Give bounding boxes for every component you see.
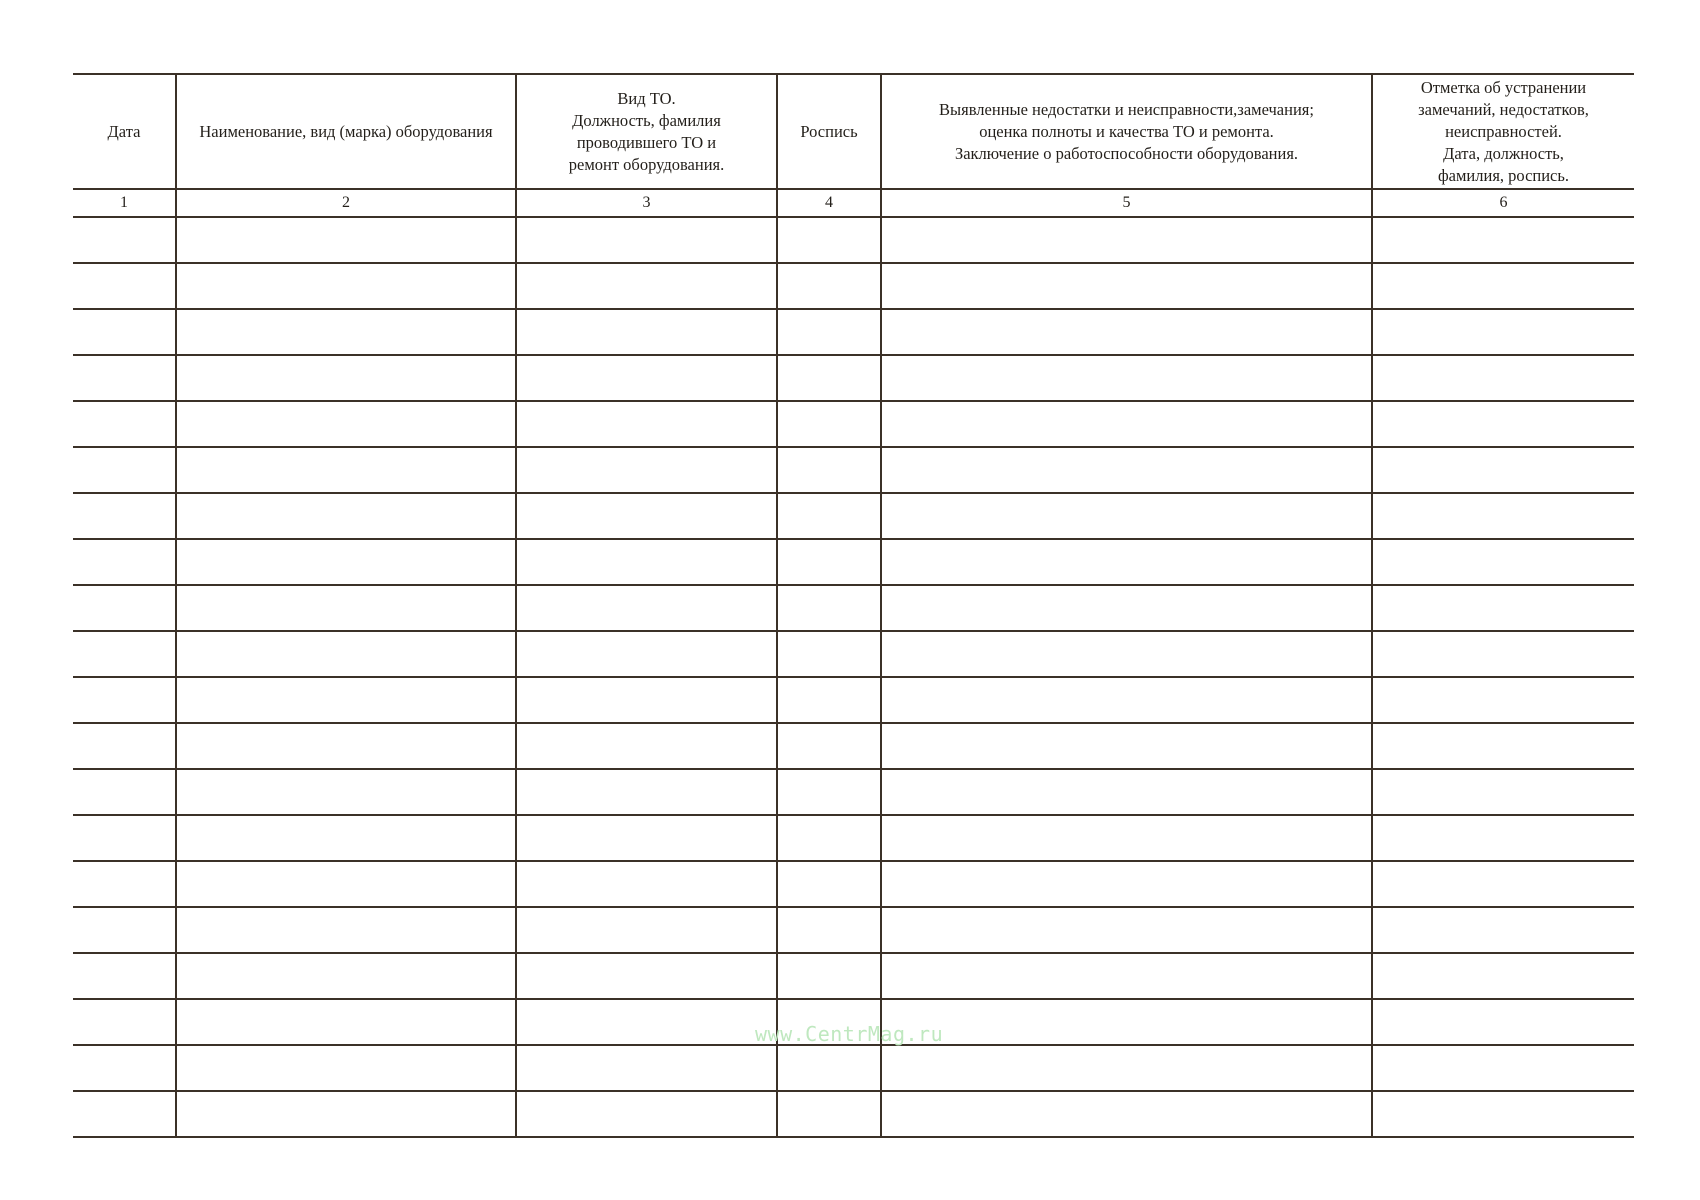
table-cell [176, 677, 516, 723]
table-cell [777, 677, 881, 723]
table-cell [176, 953, 516, 999]
table-cell [73, 631, 176, 677]
table-cell [516, 493, 777, 539]
table-cell [73, 447, 176, 493]
table-cell [176, 585, 516, 631]
table-cell [176, 769, 516, 815]
table-cell [73, 401, 176, 447]
table-cell [777, 309, 881, 355]
table-row [73, 447, 1634, 493]
table-row [73, 401, 1634, 447]
table-cell [516, 631, 777, 677]
table-row [73, 907, 1634, 953]
watermark: www.CentrMag.ru [755, 1022, 944, 1046]
table-cell [516, 309, 777, 355]
table-cell [1372, 723, 1634, 769]
table-cell [176, 539, 516, 585]
table-cell [516, 677, 777, 723]
table-cell [516, 723, 777, 769]
table-cell [777, 217, 881, 263]
table-cell [516, 769, 777, 815]
table-cell [176, 447, 516, 493]
table-cell [176, 1091, 516, 1137]
table-cell [1372, 355, 1634, 401]
table-cell [1372, 1091, 1634, 1137]
header-signature: Роспись [777, 74, 881, 189]
table-cell [176, 217, 516, 263]
table-cell [1372, 447, 1634, 493]
table-cell [176, 907, 516, 953]
column-number: 1 [73, 189, 176, 217]
table-row [73, 631, 1634, 677]
table-cell [1372, 217, 1634, 263]
table-cell [881, 723, 1372, 769]
table-cell [516, 217, 777, 263]
table-cell [881, 907, 1372, 953]
table-cell [516, 907, 777, 953]
header-elimination-mark: Отметка об устранении замечаний, недостатков, неисправностей. Дата, должность, фамилия, роспись. [1372, 74, 1634, 189]
table-cell [777, 1091, 881, 1137]
table-cell [881, 355, 1372, 401]
table-cell [73, 815, 176, 861]
table-cell [516, 953, 777, 999]
table-cell [881, 585, 1372, 631]
column-number: 5 [881, 189, 1372, 217]
table-cell [516, 1045, 777, 1091]
table-cell [516, 355, 777, 401]
table-cell [777, 815, 881, 861]
table-cell [1372, 907, 1634, 953]
table-cell [881, 631, 1372, 677]
table-cell [881, 401, 1372, 447]
table-row [73, 953, 1634, 999]
table-cell [176, 309, 516, 355]
column-number: 2 [176, 189, 516, 217]
table-cell [777, 631, 881, 677]
table-cell [176, 723, 516, 769]
table-cell [1372, 539, 1634, 585]
table-cell [73, 907, 176, 953]
table-cell [73, 723, 176, 769]
table-cell [881, 861, 1372, 907]
table-cell [73, 769, 176, 815]
table-cell [1372, 263, 1634, 309]
table-row [73, 723, 1634, 769]
table-body [73, 217, 1634, 1137]
table-cell [777, 1045, 881, 1091]
table-cell [516, 401, 777, 447]
header-defects: Выявленные недостатки и неисправности,замечания; оценка полноты и качества ТО и ремонта. Заключение о работоспособности оборудования. [881, 74, 1372, 189]
table-cell [881, 815, 1372, 861]
table-cell [777, 447, 881, 493]
table-cell [516, 1091, 777, 1137]
column-number: 6 [1372, 189, 1634, 217]
table-row [73, 769, 1634, 815]
table-cell [881, 493, 1372, 539]
table-row [73, 493, 1634, 539]
header-row [73, 74, 1634, 189]
table-cell [777, 493, 881, 539]
table-cell [1372, 1045, 1634, 1091]
table-cell [777, 907, 881, 953]
table-cell [176, 815, 516, 861]
table-row [73, 1091, 1634, 1137]
table-cell [777, 861, 881, 907]
table-cell [176, 861, 516, 907]
table-cell [73, 217, 176, 263]
table-cell [73, 539, 176, 585]
table-cell [881, 999, 1372, 1045]
table-cell [881, 953, 1372, 999]
table-cell [881, 447, 1372, 493]
table-cell [881, 677, 1372, 723]
table-row [73, 355, 1634, 401]
table-cell [516, 999, 777, 1045]
table-cell [176, 493, 516, 539]
header-maintenance-type: Вид ТО. Должность, фамилия проводившего ТО и ремонт оборудования. [516, 74, 777, 189]
table-cell [73, 493, 176, 539]
table-cell [1372, 815, 1634, 861]
table-row [73, 309, 1634, 355]
table-cell [1372, 953, 1634, 999]
table-row [73, 263, 1634, 309]
table-cell [73, 355, 176, 401]
table-cell [1372, 401, 1634, 447]
table-cell [777, 263, 881, 309]
table-row [73, 217, 1634, 263]
table-cell [777, 585, 881, 631]
table-cell [516, 585, 777, 631]
table-cell [73, 861, 176, 907]
table-cell [73, 309, 176, 355]
table-cell [777, 723, 881, 769]
table-cell [777, 539, 881, 585]
table-cell [516, 263, 777, 309]
table-cell [73, 585, 176, 631]
table-cell [73, 953, 176, 999]
table-cell [881, 217, 1372, 263]
header-equipment-name: Наименование, вид (марка) оборудования [176, 74, 516, 189]
table-cell [1372, 585, 1634, 631]
table-row [73, 677, 1634, 723]
header-date: Дата [73, 74, 176, 189]
table-cell [1372, 631, 1634, 677]
table-row [73, 815, 1634, 861]
table-cell [516, 447, 777, 493]
table-cell [516, 815, 777, 861]
table-cell [176, 401, 516, 447]
maintenance-log-table [73, 73, 1634, 1138]
table-cell [176, 631, 516, 677]
table-cell [176, 1045, 516, 1091]
table-cell [1372, 999, 1634, 1045]
table-cell [777, 355, 881, 401]
table-cell [881, 539, 1372, 585]
column-number-row [73, 189, 1634, 217]
table-cell [73, 677, 176, 723]
table-cell [1372, 493, 1634, 539]
table-cell [176, 355, 516, 401]
table-cell [73, 1045, 176, 1091]
table-cell [176, 999, 516, 1045]
table-row [73, 585, 1634, 631]
table-cell [881, 1045, 1372, 1091]
table-cell [1372, 309, 1634, 355]
table-cell [1372, 861, 1634, 907]
table-cell [881, 309, 1372, 355]
table-cell [516, 539, 777, 585]
column-number: 4 [777, 189, 881, 217]
table-cell [1372, 677, 1634, 723]
table-cell [73, 1091, 176, 1137]
table-cell [777, 769, 881, 815]
table-cell [176, 263, 516, 309]
table-cell [881, 263, 1372, 309]
table-cell [881, 1091, 1372, 1137]
table-row [73, 1045, 1634, 1091]
table-row [73, 539, 1634, 585]
table-cell [73, 263, 176, 309]
table-cell [1372, 769, 1634, 815]
column-number: 3 [516, 189, 777, 217]
table-cell [881, 769, 1372, 815]
table-cell [777, 953, 881, 999]
table-row [73, 861, 1634, 907]
table-cell [73, 999, 176, 1045]
table-cell [777, 401, 881, 447]
table-cell [516, 861, 777, 907]
